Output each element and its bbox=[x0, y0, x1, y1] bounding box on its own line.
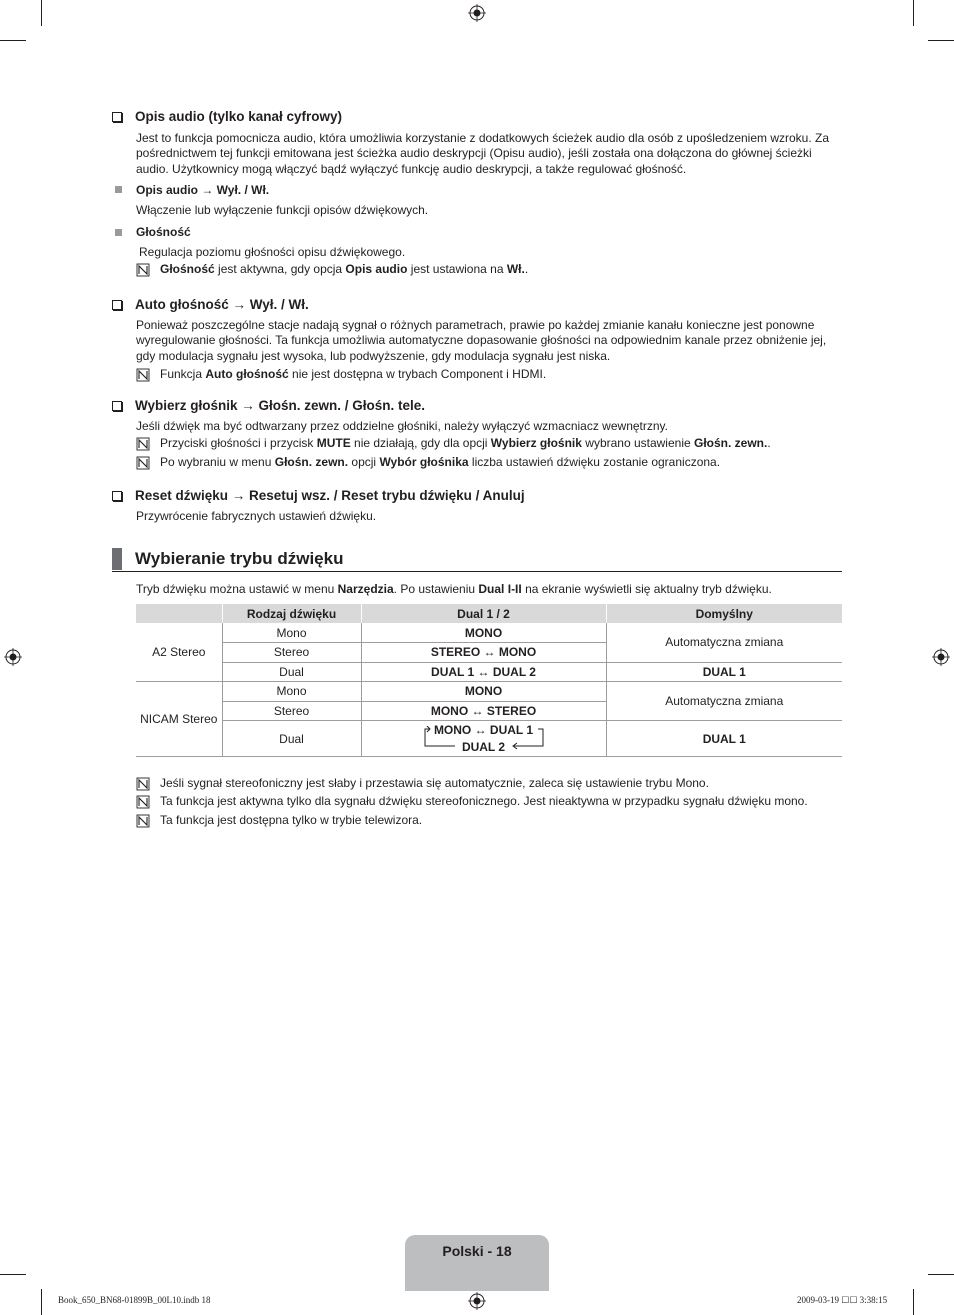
checkbox-bullet-icon bbox=[112, 112, 122, 122]
crop-mark bbox=[928, 40, 954, 41]
checkbox-bullet-icon bbox=[112, 300, 122, 310]
table-cell: STEREO ↔ MONO bbox=[361, 643, 606, 663]
sub-item-description: Regulacja poziomu głośności opisu dźwiękowego. bbox=[139, 245, 406, 260]
table-header: Domyślny bbox=[606, 604, 842, 623]
note-icon bbox=[136, 777, 150, 791]
crop-mark bbox=[913, 0, 914, 26]
heading-bar-icon bbox=[112, 548, 122, 570]
bottom-notes bbox=[112, 776, 842, 828]
crop-mark bbox=[913, 1289, 914, 1315]
table-cell: Automatyczna zmiana bbox=[606, 623, 842, 662]
table-cell: DUAL 1 ↔ DUAL 2 bbox=[361, 662, 606, 682]
table-cell: DUAL 1 bbox=[606, 721, 842, 757]
sub-item-description: Włączenie lub wyłączenie funkcji opisów dźwiękowych. bbox=[136, 202, 429, 217]
table-cell: Mono bbox=[222, 623, 361, 643]
table-cell: Automatyczna zmiana bbox=[606, 682, 842, 721]
registration-mark-icon bbox=[468, 1292, 486, 1310]
registration-mark-icon bbox=[4, 648, 22, 666]
section-description: Przywrócenie fabrycznych ustawień dźwięku. bbox=[136, 509, 377, 523]
table-cell: MONO bbox=[361, 623, 606, 643]
intro-text: Tryb dźwięku można ustawić w menu Narzędzia. Po ustawieniu Dual I-II na ekranie wyświetli się aktualny tryb dźwięku. bbox=[136, 582, 772, 596]
note: Ta funkcja jest dostępna tylko w trybie telewizora. bbox=[112, 813, 842, 828]
table-cell: Stereo bbox=[222, 643, 361, 663]
table-cell: MONO ↔ STEREO bbox=[361, 701, 606, 721]
table-cell: Mono bbox=[222, 682, 361, 702]
note: Ta funkcja jest aktywna tylko dla sygnału dźwięku stereofonicznego. Jest nieaktywna w przypadku sygnału dźwięku mono. bbox=[112, 794, 842, 809]
table-cell: Stereo bbox=[222, 701, 361, 721]
note-icon bbox=[136, 456, 150, 470]
crop-mark bbox=[41, 1289, 42, 1315]
table-header-row bbox=[136, 604, 842, 623]
chapter-heading bbox=[112, 546, 842, 572]
table-row bbox=[136, 662, 842, 682]
print-slug-file: Book_650_BN68-01899B_00L10.indb 18 bbox=[58, 1295, 211, 1305]
note-icon bbox=[136, 814, 150, 828]
table-cell: Dual bbox=[222, 662, 361, 682]
section-auto-volume bbox=[112, 297, 842, 382]
section-title: Opis audio (tylko kanał cyfrowy) bbox=[112, 109, 842, 124]
checkbox-bullet-icon bbox=[112, 491, 122, 501]
print-slug-date: 2009-03-19 ☐☐ 3:38:15 bbox=[797, 1295, 888, 1305]
registration-mark-icon bbox=[468, 4, 486, 22]
page-title: Wybieranie trybu dźwięku bbox=[135, 548, 344, 568]
note-icon bbox=[136, 368, 150, 382]
table-cell: MONO bbox=[361, 682, 606, 702]
square-bullet-icon bbox=[115, 186, 122, 193]
table-cell bbox=[361, 721, 606, 757]
note: Po wybraniu w menu Głośn. zewn. opcji Wybór głośnika liczba ustawień dźwięku zostanie ograniczona. bbox=[112, 455, 842, 470]
crop-mark bbox=[0, 40, 26, 41]
crop-mark bbox=[0, 1274, 26, 1275]
section-title: Auto głośność → Wył. / Wł. bbox=[112, 297, 842, 312]
table-cell: DUAL 1 bbox=[606, 662, 842, 682]
section-description: Jest to funkcja pomocnicza audio, która umożliwia korzystanie z dodatkowych ścieżek audio dla osób z upośledzeniem wzroku. Za pośrednictwem tej funkcji emitowana jest ścieżka audio deskrypcji (Opisu audio), jeśli została ona dołączona do głównej ścieżki audio. Użytkownicy mogą włączyć bądź wyłączyć funkcję audio deskrypcji, a także regulować głośność. bbox=[136, 131, 830, 176]
section-speaker-select bbox=[112, 398, 842, 470]
section-opis-audio bbox=[112, 109, 842, 278]
table-row bbox=[136, 721, 842, 757]
section-description: Jeśli dźwięk ma być odtwarzany przez oddzielne głośniki, należy wyłączyć wzmacniacz wewnętrzny. bbox=[136, 419, 668, 433]
section-title: Reset dźwięku → Resetuj wsz. / Reset trybu dźwięku / Anuluj bbox=[112, 488, 842, 503]
table-cell: A2 Stereo bbox=[136, 623, 222, 682]
cycle-label: MONO ↔ DUAL 1 bbox=[433, 722, 534, 737]
table-row bbox=[136, 682, 842, 702]
checkbox-bullet-icon bbox=[112, 401, 122, 411]
note: Jeśli sygnał stereofoniczny jest słaby i przestawia się automatycznie, zaleca się ustawienie trybu Mono. bbox=[112, 776, 842, 791]
note: Głośność jest aktywna, gdy opcja Opis audio jest ustawiona na Wł.. bbox=[112, 262, 842, 277]
table-cell: NICAM Stereo bbox=[136, 682, 222, 757]
note: Funkcja Auto głośność nie jest dostępna w trybach Component i HDMI. bbox=[112, 367, 842, 382]
table-cell: Dual bbox=[222, 721, 361, 757]
table-header: Rodzaj dźwięku bbox=[222, 604, 361, 623]
sound-mode-table bbox=[136, 604, 842, 757]
crop-mark bbox=[41, 0, 42, 26]
crop-mark bbox=[928, 1274, 954, 1275]
sub-item-title: Głośność bbox=[112, 225, 842, 239]
table-header: Dual 1 / 2 bbox=[361, 604, 606, 623]
note-icon bbox=[136, 795, 150, 809]
note-icon bbox=[136, 437, 150, 451]
square-bullet-icon bbox=[115, 229, 122, 236]
cycle-label: DUAL 2 bbox=[461, 739, 506, 754]
cycle-arrow-icon bbox=[422, 726, 547, 750]
note-icon bbox=[136, 263, 150, 277]
registration-mark-icon bbox=[932, 648, 950, 666]
table-row bbox=[136, 623, 842, 643]
section-title: Wybierz głośnik → Głośn. zewn. / Głośn. tele. bbox=[112, 398, 842, 413]
sub-item-title: Opis audio → Wył. / Wł. bbox=[112, 183, 842, 197]
table-header bbox=[136, 604, 222, 623]
section-sound-reset bbox=[112, 488, 842, 524]
note: Przyciski głośności i przycisk MUTE nie działają, gdy dla opcji Wybierz głośnik wybrano ustawienie Głośn. zewn.. bbox=[112, 436, 842, 451]
section-description: Ponieważ poszczególne stacje nadają sygnał o różnych parametrach, prawie po każdej zmianie kanału konieczne jest ponowne wyregulowanie głośności. Ta funkcja umożliwia automatyczne dopasowanie głośności na odpowiednim kanale przez obniżenie jej, gdy modulacja sygnału jest wysoka, lub podwyższenie, gdy modulacja sygnału jest niska. bbox=[136, 318, 827, 363]
page-number-tab: Polski - 18 bbox=[405, 1235, 549, 1291]
